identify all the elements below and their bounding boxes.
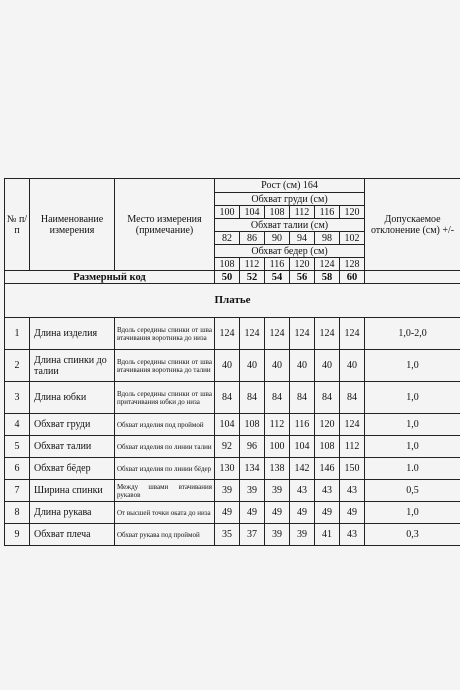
measurement-value: 49 — [340, 502, 365, 524]
waist-value: 98 — [315, 232, 340, 245]
measurement-place: Обхват изделия под проймой — [115, 414, 215, 436]
measurement-name: Обхват плеча — [30, 524, 115, 546]
row-number: 5 — [5, 436, 30, 458]
hips-header: Обхват бедер (см) — [215, 245, 365, 258]
measurement-value: 124 — [340, 318, 365, 350]
measurement-name: Обхват талии — [30, 436, 115, 458]
table-row — [5, 318, 460, 350]
chest-value: 100 — [215, 206, 240, 219]
measurement-place: Обхват изделия по линии талии — [115, 436, 215, 458]
measurement-value: 150 — [340, 458, 365, 480]
measurement-value: 124 — [265, 318, 290, 350]
measurement-name: Длина юбки — [30, 382, 115, 414]
table-row — [5, 382, 460, 414]
measurement-value: 40 — [315, 350, 340, 382]
hips-value: 108 — [215, 258, 240, 271]
measurement-value: 40 — [215, 350, 240, 382]
measurement-name: Обхват бёдер — [30, 458, 115, 480]
col-header-tolerance: Допускаемое отклонение (см) +/- — [365, 179, 460, 271]
measurement-value: 124 — [215, 318, 240, 350]
measurement-value: 41 — [315, 524, 340, 546]
tolerance-value: 1,0 — [365, 502, 460, 524]
waist-value: 90 — [265, 232, 290, 245]
measurement-value: 104 — [215, 414, 240, 436]
height-header: Рост (см) 164 — [215, 179, 365, 193]
tolerance-value: 1,0 — [365, 382, 460, 414]
table-row — [5, 502, 460, 524]
measurement-sheet — [4, 178, 455, 546]
measurement-value: 142 — [290, 458, 315, 480]
size-code: 56 — [290, 271, 315, 284]
waist-value: 94 — [290, 232, 315, 245]
measurement-name: Длина изделия — [30, 318, 115, 350]
measurement-value: 40 — [290, 350, 315, 382]
measurement-value: 134 — [240, 458, 265, 480]
hips-value: 120 — [290, 258, 315, 271]
size-code: 58 — [315, 271, 340, 284]
hips-value: 128 — [340, 258, 365, 271]
measurement-value: 112 — [265, 414, 290, 436]
size-code-empty — [365, 271, 460, 284]
measurement-place: От высшей точки оката до низа — [115, 502, 215, 524]
measurement-place: Вдоль середины спинки от шва втачивания воротника до низа — [115, 318, 215, 350]
measurement-value: 84 — [215, 382, 240, 414]
hips-value: 124 — [315, 258, 340, 271]
measurement-name: Обхват груди — [30, 414, 115, 436]
size-chart-table — [4, 178, 460, 546]
row-number: 4 — [5, 414, 30, 436]
row-number: 2 — [5, 350, 30, 382]
tolerance-value: 0,5 — [365, 480, 460, 502]
measurement-value: 43 — [315, 480, 340, 502]
measurement-value: 40 — [240, 350, 265, 382]
measurement-value: 35 — [215, 524, 240, 546]
size-code-label: Размерный код — [5, 271, 215, 284]
measurement-value: 49 — [315, 502, 340, 524]
measurement-value: 84 — [265, 382, 290, 414]
tolerance-value: 1,0 — [365, 350, 460, 382]
measurement-rows — [5, 318, 460, 546]
measurement-value: 39 — [265, 524, 290, 546]
table-row — [5, 524, 460, 546]
measurement-value: 124 — [240, 318, 265, 350]
col-header-place: Место измерения (примечание) — [115, 179, 215, 271]
measurement-value: 39 — [290, 524, 315, 546]
table-row — [5, 436, 460, 458]
size-code: 54 — [265, 271, 290, 284]
row-number: 8 — [5, 502, 30, 524]
measurement-value: 108 — [240, 414, 265, 436]
chest-header: Обхват груди (см) — [215, 193, 365, 206]
measurement-value: 39 — [215, 480, 240, 502]
measurement-value: 49 — [290, 502, 315, 524]
waist-header: Обхват талии (см) — [215, 219, 365, 232]
measurement-value: 84 — [240, 382, 265, 414]
table-row — [5, 480, 460, 502]
measurement-value: 49 — [240, 502, 265, 524]
measurement-value: 138 — [265, 458, 290, 480]
table-row — [5, 458, 460, 480]
measurement-value: 37 — [240, 524, 265, 546]
waist-value: 86 — [240, 232, 265, 245]
measurement-value: 40 — [265, 350, 290, 382]
measurement-place: Обхват рукава под проймой — [115, 524, 215, 546]
measurement-name: Ширина спинки — [30, 480, 115, 502]
waist-value: 82 — [215, 232, 240, 245]
measurement-value: 84 — [315, 382, 340, 414]
measurement-value: 112 — [340, 436, 365, 458]
hips-value: 112 — [240, 258, 265, 271]
measurement-value: 104 — [290, 436, 315, 458]
table-row — [5, 350, 460, 382]
measurement-place: Вдоль середины спинки от шва притачивания юбки до низа — [115, 382, 215, 414]
col-header-number: № п/п — [5, 179, 30, 271]
measurement-value: 84 — [290, 382, 315, 414]
measurement-value: 49 — [215, 502, 240, 524]
measurement-value: 84 — [340, 382, 365, 414]
measurement-value: 100 — [265, 436, 290, 458]
measurement-value: 108 — [315, 436, 340, 458]
size-code: 60 — [340, 271, 365, 284]
tolerance-value: 1,0 — [365, 436, 460, 458]
measurement-value: 92 — [215, 436, 240, 458]
measurement-value: 124 — [290, 318, 315, 350]
row-number: 1 — [5, 318, 30, 350]
size-code: 50 — [215, 271, 240, 284]
measurement-value: 39 — [240, 480, 265, 502]
measurement-value: 39 — [265, 480, 290, 502]
measurement-place: Между швами втачивания рукавов — [115, 480, 215, 502]
tolerance-value: 1,0 — [365, 414, 460, 436]
section-title: Платье — [5, 284, 460, 318]
measurement-value: 96 — [240, 436, 265, 458]
measurement-place: Вдоль середины спинки от шва втачивания воротника до талии — [115, 350, 215, 382]
col-header-name: Наименование измерения — [30, 179, 115, 271]
tolerance-value: 1.0 — [365, 458, 460, 480]
chest-value: 112 — [290, 206, 315, 219]
size-code: 52 — [240, 271, 265, 284]
measurement-value: 49 — [265, 502, 290, 524]
row-number: 7 — [5, 480, 30, 502]
chest-value: 120 — [340, 206, 365, 219]
row-number: 3 — [5, 382, 30, 414]
chest-value: 116 — [315, 206, 340, 219]
measurement-value: 43 — [340, 480, 365, 502]
measurement-value: 124 — [315, 318, 340, 350]
tolerance-value: 1,0-2,0 — [365, 318, 460, 350]
measurement-value: 120 — [315, 414, 340, 436]
row-number: 6 — [5, 458, 30, 480]
measurement-name: Длина спинки до талии — [30, 350, 115, 382]
chest-value: 108 — [265, 206, 290, 219]
table-row — [5, 414, 460, 436]
row-number: 9 — [5, 524, 30, 546]
measurement-value: 40 — [340, 350, 365, 382]
chest-value: 104 — [240, 206, 265, 219]
tolerance-value: 0,3 — [365, 524, 460, 546]
measurement-name: Длина рукава — [30, 502, 115, 524]
measurement-value: 124 — [340, 414, 365, 436]
measurement-value: 43 — [290, 480, 315, 502]
measurement-place: Обхват изделия по линии бёдер — [115, 458, 215, 480]
measurement-value: 116 — [290, 414, 315, 436]
hips-value: 116 — [265, 258, 290, 271]
measurement-value: 43 — [340, 524, 365, 546]
waist-value: 102 — [340, 232, 365, 245]
measurement-value: 146 — [315, 458, 340, 480]
measurement-value: 130 — [215, 458, 240, 480]
